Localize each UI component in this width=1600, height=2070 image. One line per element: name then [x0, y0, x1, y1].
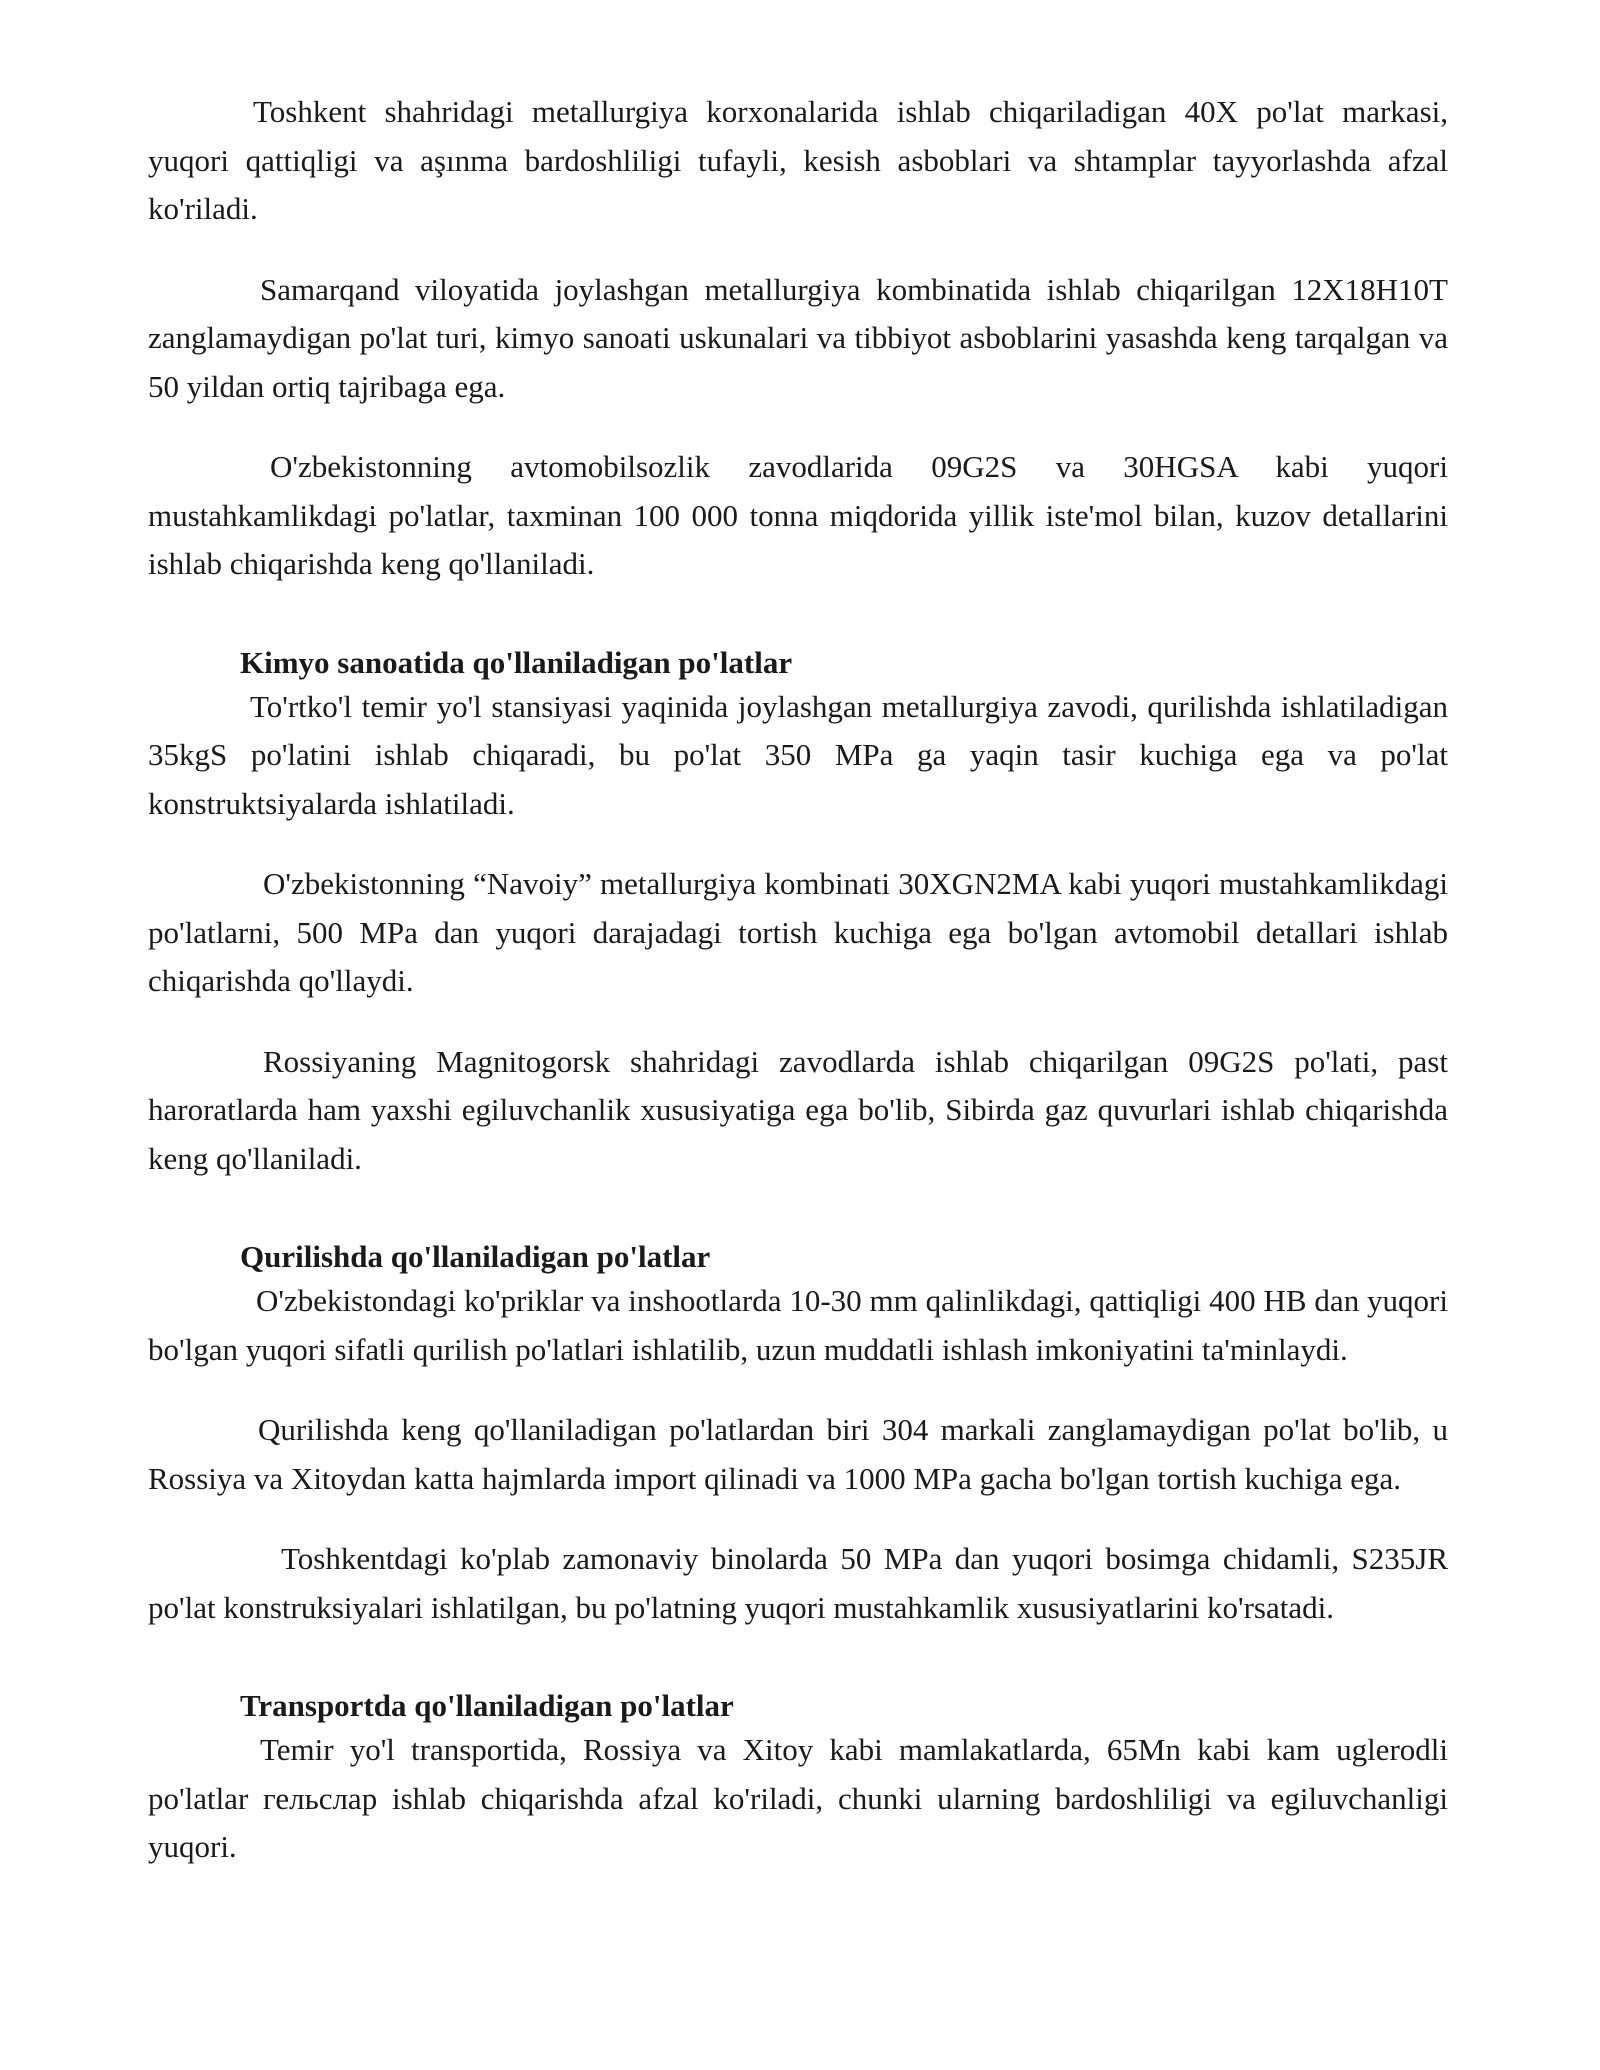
paragraph-40x-steel [148, 88, 1448, 234]
section-heading-construction: Qurilishda qo'llaniladigan po'latlar [240, 1239, 711, 1274]
paragraph-text: O'zbekistonning avtomobilsozlik zavodlarida 09G2S va 30HGSA kabi yuqori mustahkamlikdagi po'latlar, taxminan 100 000 tonna miqdorida yillik iste'mol bilan, kuzov detallarini ishlab chiqarishda keng qo'llaniladi. [148, 449, 1448, 581]
paragraph-text: O'zbekistonning “Navoiy” metallurgiya kombinati 30XGN2MA kabi yuqori mustahkamlikdagi po'latlarni, 500 MPa dan yuqori darajadagi tortish kuchiga ega bo'lgan avtomobil detallari ishlab chiqarishda qo'llaydi. [148, 866, 1448, 998]
document-page [148, 88, 1448, 1872]
paragraph-text: Qurilishda keng qo'llaniladigan po'latlardan biri 304 markali zanglamaydigan po'lat bo'lib, u Rossiya va Xitoydan katta hajmlarda import qilinadi va 1000 MPa gacha bo'lgan tortish kuchiga ega. [148, 1412, 1448, 1496]
paragraph-bridges-steel [148, 1277, 1448, 1374]
paragraph-text: O'zbekistondagi ko'priklar va inshootlarda 10-30 mm qalinlikdagi, qattiqligi 400 HB dan yuqori bo'lgan yuqori sifatli qurilish po'latlari ishlatilib, uzun muddatli ishlash imkoniyatini ta'minlaydi. [148, 1283, 1448, 1367]
paragraph-35kgs-steel [148, 683, 1448, 829]
paragraph-automotive-steel [148, 443, 1448, 589]
paragraph-304-steel [148, 1406, 1448, 1503]
section-heading-chemical: Kimyo sanoatida qo'llaniladigan po'latlar [240, 644, 793, 680]
paragraph-text: Rossiyaning Magnitogorsk shahridagi zavodlarda ishlab chiqarilgan 09G2S po'lati, past haroratlarda ham yaxshi egiluvchanlik xususiyatiga ega bo'lib, Sibirda gaz quvurlari ishlab chiqarishda keng qo'llaniladi. [148, 1043, 1448, 1176]
paragraph-12x18h10t-steel [148, 266, 1448, 412]
paragraph-magnitogorsk-steel [148, 1038, 1448, 1184]
paragraph-text: Toshkentdagi ko'plab zamonaviy binolarda 50 MPa dan yuqori bosimga chidamli, S235JR po'lat konstruksiyalari ishlatilgan, bu po'latning yuqori mustahkamlik xususiyatlarini ko'rsatadi. [148, 1541, 1448, 1625]
paragraph-navoiy-steel [148, 860, 1448, 1006]
paragraph-text: To'rtko'l temir yo'l stansiyasi yaqinida joylashgan metallurgiya zavodi, qurilishda ishlatiladigan 35kgS po'latini ishlab chiqaradi, bu po'lat 350 MPa ga yaqin tasir kuchiga ega va po'lat konstruktsiyalarda ishlatiladi. [148, 688, 1448, 821]
paragraph-s235jr-steel [148, 1535, 1448, 1632]
paragraph-text: Toshkent shahridagi metallurgiya korxonalarida ishlab chiqariladigan 40X po'lat markasi, yuqori qattiqligi va aşınma bardoshliligi tufayli, kesish asboblari va shtamplar tayyorlashda afzal ko'riladi. [148, 94, 1448, 226]
paragraph-65mn-steel [148, 1726, 1448, 1872]
paragraph-text: Temir yo'l transportida, Rossiya va Xitoy kabi mamlakatlarda, 65Mn kabi kam uglerodli po'latlar гельслар ishlab chiqarishda afzal ko'riladi, chunki ularning bardoshliligi va egiluvchanligi yuqori. [148, 1732, 1448, 1864]
paragraph-text: Samarqand viloyatida joylashgan metallurgiya kombinatida ishlab chiqarilgan 12X18H10T zanglamaydigan po'lat turi, kimyo sanoati uskunalari va tibbiyot asboblarini yasashda keng tarqalgan va 50 yildan ortiq tajribaga ega. [148, 271, 1448, 404]
section-heading-transport: Transportda qo'llaniladigan po'latlar [240, 1688, 734, 1723]
